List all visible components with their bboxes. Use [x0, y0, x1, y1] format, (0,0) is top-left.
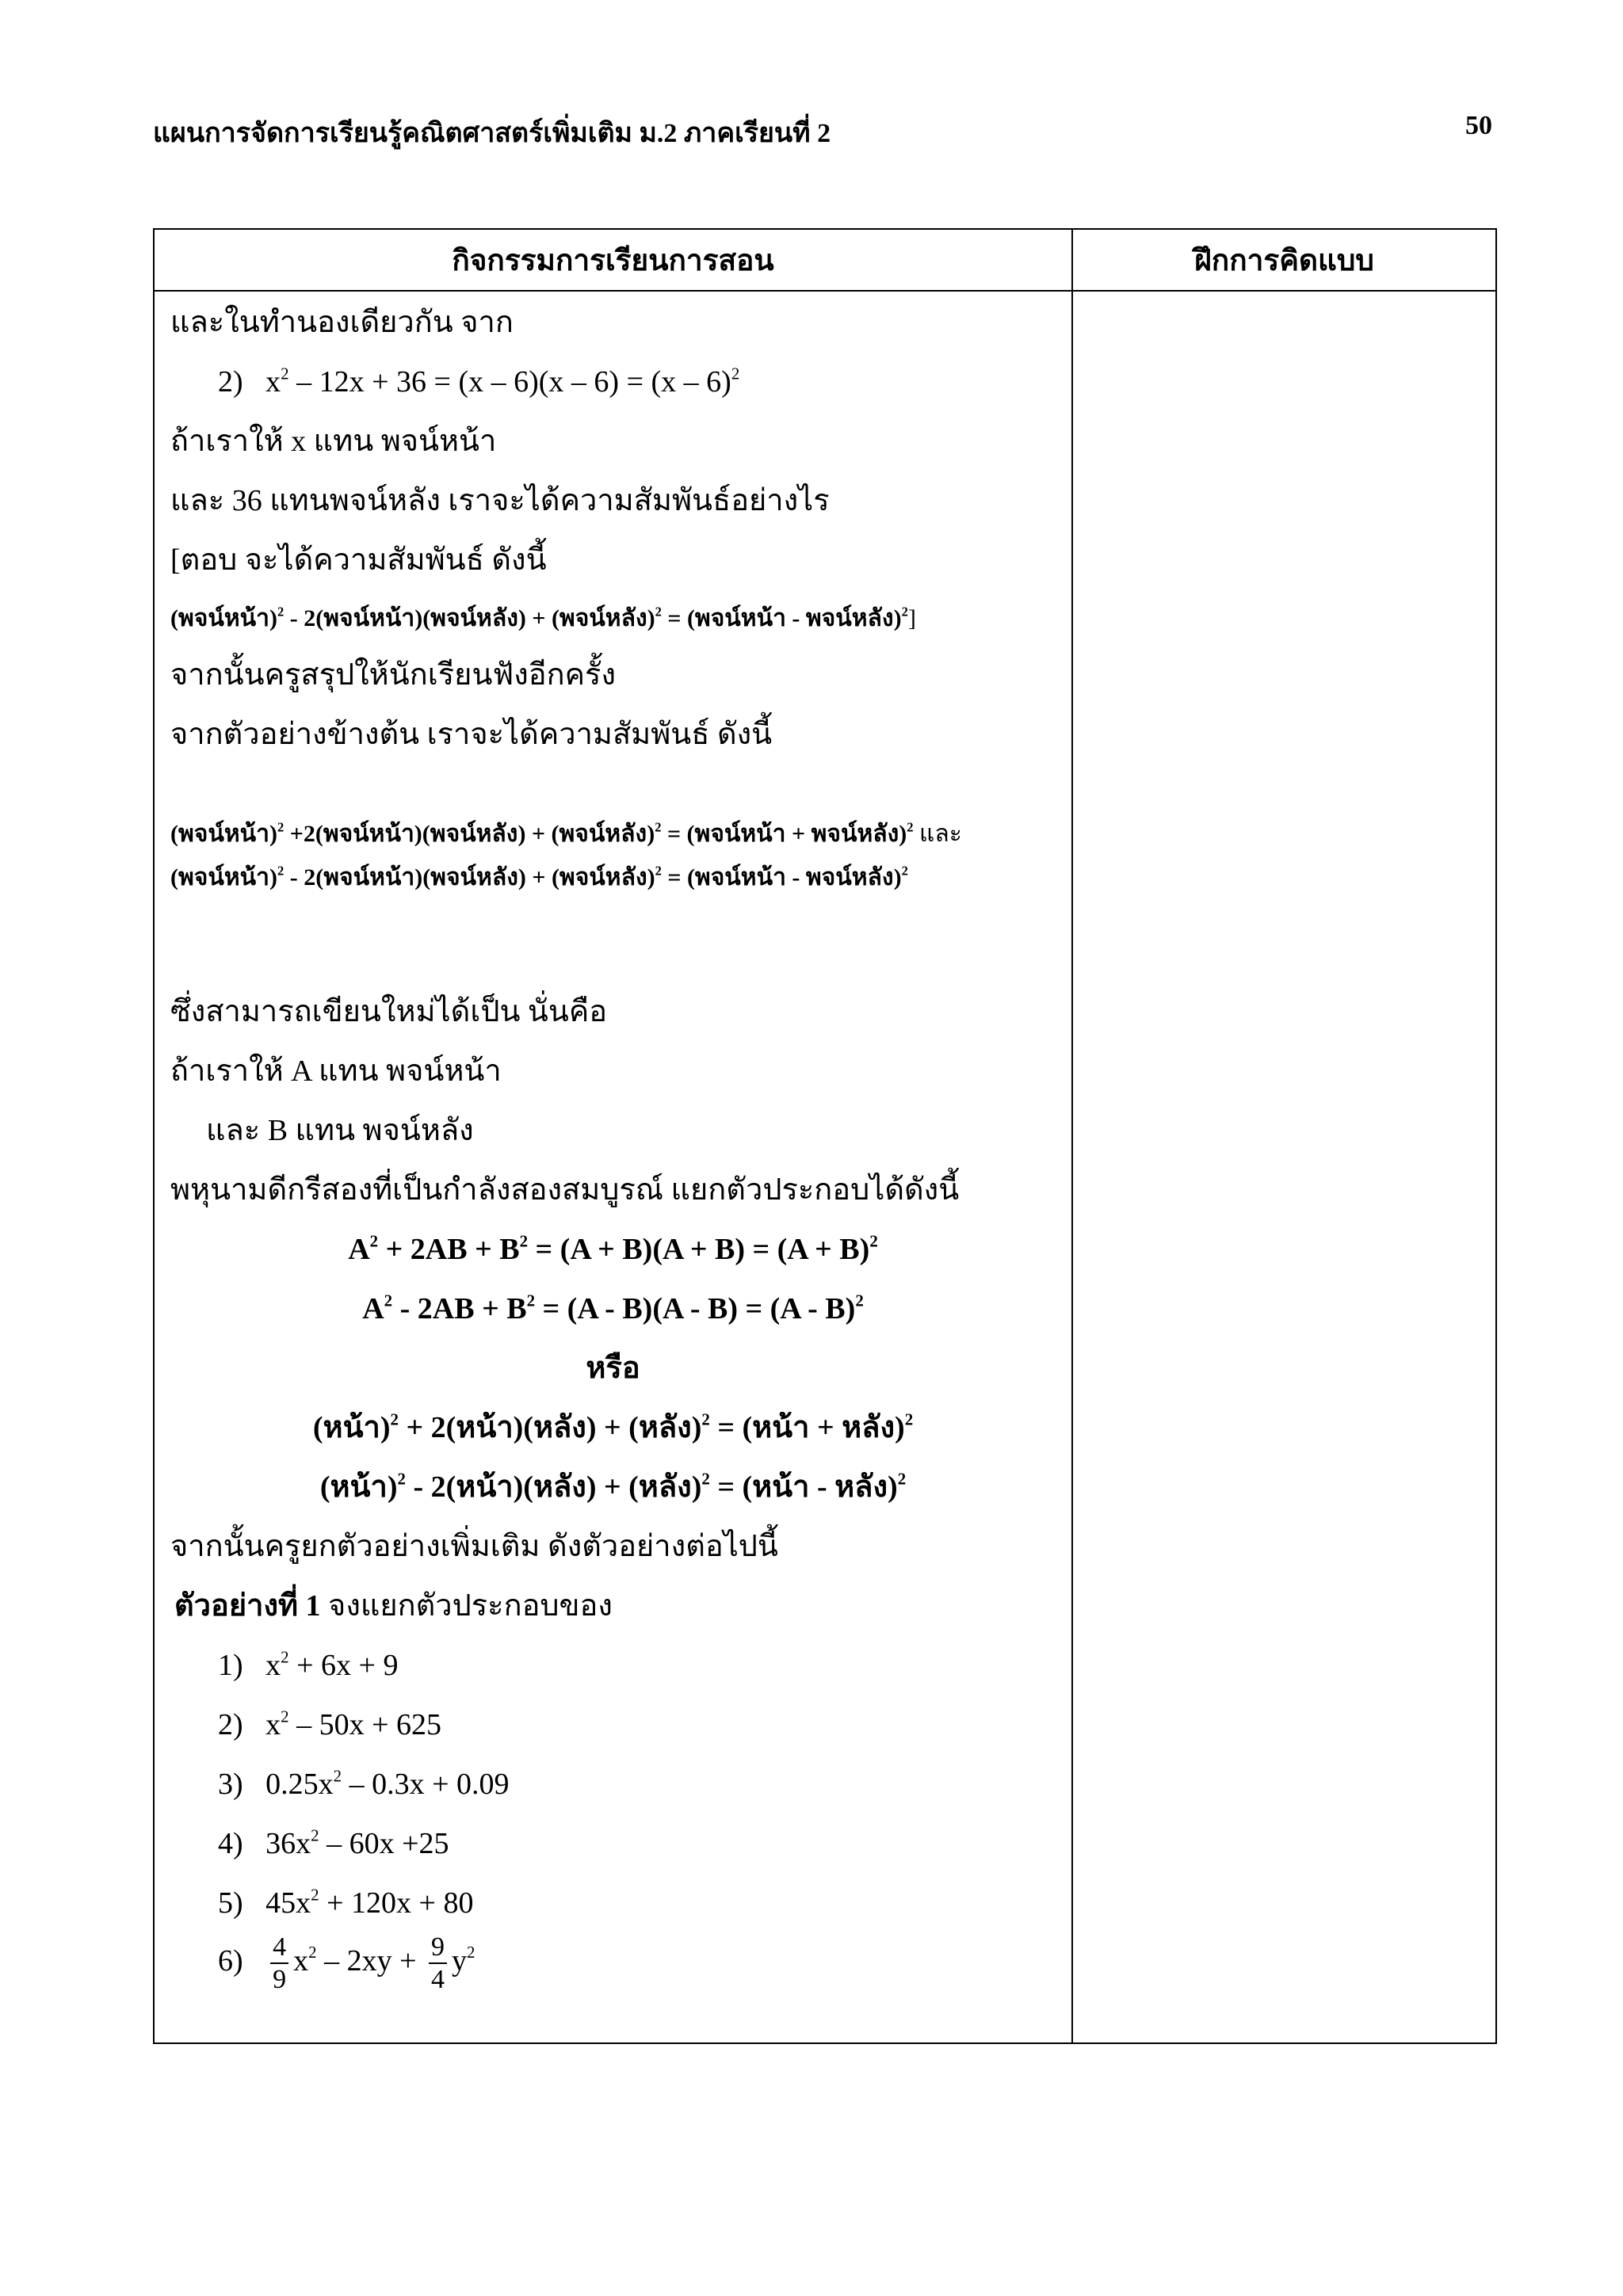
exponent: 2 — [731, 364, 740, 383]
exercise-item — [218, 1766, 510, 1801]
term: = (พจน์หน้า - พจน์หลัง) — [661, 864, 902, 891]
activities-cell — [154, 291, 1072, 2043]
relation-formula-minus — [170, 863, 908, 891]
exponent: 2 — [901, 604, 908, 620]
term: A — [348, 1233, 370, 1266]
term: y — [452, 1943, 468, 1978]
exponent: 2 — [390, 1409, 399, 1429]
exponent: 2 — [369, 1231, 379, 1251]
exercise-item — [218, 1825, 449, 1860]
term: 0.25x — [265, 1768, 334, 1801]
term: + 120x + 80 — [319, 1886, 474, 1920]
item-label: 3) — [218, 1768, 243, 1801]
exponent: 2 — [277, 604, 285, 620]
exponent: 2 — [311, 1885, 319, 1905]
exponent: 2 — [901, 863, 908, 879]
term: – 12x + 36 = (x – 6)(x – 6) = (x – 6) — [288, 365, 731, 399]
text-line: ถ้าเราให้ x แทน พจน์หน้า — [170, 425, 497, 458]
term: = (พจน์หน้า + พจน์หลัง) — [661, 821, 907, 847]
item-label: 5) — [218, 1886, 243, 1920]
text-line: และในทำนองเดียวกัน จาก — [170, 306, 514, 339]
table-header-row — [154, 229, 1496, 291]
exponent: 2 — [855, 1291, 864, 1310]
example-2-equation — [218, 364, 740, 399]
lesson-plan-table — [153, 228, 1497, 2044]
exponent: 2 — [904, 1409, 914, 1429]
item-label: 1) — [218, 1649, 243, 1682]
thinking-practice-cell — [1072, 291, 1496, 2043]
term: 36x — [265, 1827, 311, 1860]
term: (หน้า) — [319, 1470, 398, 1504]
text-line: ซึ่งสามารถเขียนใหม่ได้เป็น นั่นคือ — [170, 995, 608, 1028]
term: = (หน้า + หลัง) — [709, 1411, 905, 1444]
example-title-rest: จงแยกตัวประกอบของ — [320, 1589, 613, 1623]
table-body-row — [154, 291, 1496, 2043]
term: (หน้า) — [312, 1411, 391, 1444]
numerator: 9 — [429, 1932, 447, 1964]
fraction — [429, 1932, 447, 1995]
term: – 2xy + — [316, 1943, 425, 1978]
text-line: จากนั้นครูสรุปให้นักเรียนฟังอีกครั้ง — [170, 658, 617, 692]
exponent: 2 — [519, 1231, 529, 1251]
exponent: 2 — [701, 1409, 710, 1429]
term: x — [265, 1649, 281, 1682]
term: +2(พจน์หน้า)(พจน์หลัง) + (พจน์หลัง) — [284, 821, 655, 847]
exponent: 2 — [281, 1707, 289, 1726]
bracket: ] — [907, 605, 916, 631]
exponent: 2 — [277, 819, 285, 835]
identity-a-plus-b — [155, 1231, 1071, 1266]
term: – 0.3x + 0.09 — [342, 1768, 510, 1801]
denominator: 4 — [431, 1965, 445, 1995]
term: x — [265, 1708, 281, 1741]
page-number: 50 — [1465, 111, 1492, 140]
term: 45x — [265, 1886, 311, 1920]
exponent: 2 — [281, 1647, 289, 1667]
term: (พจน์หน้า) — [170, 821, 277, 847]
text-line: จากตัวอย่างข้างต้น เราจะได้ความสัมพันธ์ ดังนี้ — [170, 718, 773, 751]
item-label: 6) — [218, 1943, 243, 1978]
or-label: หรือ — [586, 1352, 640, 1385]
exercise-item — [218, 1707, 442, 1741]
relation-formula — [170, 604, 916, 631]
item-label: 4) — [218, 1827, 243, 1860]
exponent: 2 — [897, 1469, 907, 1489]
column-header-activities: กิจกรรมการเรียนการสอน — [154, 229, 1072, 291]
exponent: 2 — [277, 863, 285, 879]
item-label: 2) — [218, 1708, 243, 1741]
term: - 2(พจน์หน้า)(พจน์หลัง) + (พจน์หลัง) — [284, 864, 655, 891]
exponent: 2 — [384, 1291, 393, 1310]
column-header-thinking-practice: ฝึกการคิดแบบ — [1072, 229, 1496, 291]
identity-a-minus-b — [155, 1291, 1071, 1325]
term: + 2AB + B — [378, 1233, 520, 1266]
term: + 2(หน้า)(หลัง) + (หลัง) — [398, 1411, 702, 1444]
conjunction: และ — [913, 821, 962, 847]
exponent: 2 — [333, 1766, 342, 1786]
term: (พจน์หน้า) — [170, 864, 277, 891]
exponent: 2 — [311, 1825, 319, 1845]
term: = (หน้า - หลัง) — [709, 1470, 898, 1504]
term: (พจน์หน้า) — [170, 605, 277, 631]
text-line: ถ้าเราให้ A แทน พจน์หน้า — [170, 1055, 502, 1088]
exponent: 2 — [701, 1469, 710, 1489]
term: + 6x + 9 — [288, 1649, 399, 1682]
text-line: จากนั้นครูยกตัวอย่างเพิ่มเติม ดังตัวอย่างต่อไปนี้ — [170, 1530, 778, 1563]
exponent: 2 — [397, 1469, 406, 1489]
exponent: 2 — [655, 863, 662, 879]
text-line: และ 36 แทนพจน์หลัง เราจะได้ความสัมพันธ์อย่างไร — [170, 484, 830, 517]
term: = (A - B)(A - B) = (A - B) — [535, 1292, 856, 1325]
exponent: 2 — [655, 604, 662, 620]
term: - 2(หน้า)(หลัง) + (หลัง) — [405, 1470, 702, 1504]
exponent: 2 — [526, 1291, 536, 1310]
term: = (A + B)(A + B) = (A + B) — [528, 1233, 870, 1266]
exponent: 2 — [308, 1943, 317, 1962]
term: x — [293, 1943, 309, 1978]
text-line: [ตอบ จะได้ความสัมพันธ์ ดังนี้ — [170, 543, 547, 577]
example-title-bold: ตัวอย่างที่ 1 — [174, 1589, 321, 1623]
term: - 2AB + B — [392, 1292, 527, 1325]
exponent: 2 — [467, 1943, 475, 1962]
example-title — [174, 1591, 613, 1621]
exponent: 2 — [655, 819, 662, 835]
identity-front-minus-back — [155, 1469, 1071, 1504]
term: x — [265, 365, 281, 399]
fraction — [270, 1932, 288, 1995]
text-line: พหุนามดีกรีสองที่เป็นกำลังสองสมบูรณ์ แยกตัวประกอบได้ดังนี้ — [170, 1173, 960, 1207]
term: = (พจน์หน้า - พจน์หลัง) — [661, 605, 902, 631]
exponent: 2 — [907, 819, 914, 835]
text-line: และ B แทน พจน์หลัง — [206, 1114, 474, 1147]
numerator: 4 — [270, 1932, 288, 1964]
page-header-title: แผนการจัดการเรียนรู้คณิตศาสตร์เพิ่มเติม ม.2 ภาคเรียนที่ 2 — [153, 119, 831, 148]
exercise-item — [218, 1885, 474, 1920]
exercise-item — [218, 1647, 399, 1682]
relation-formula-plus — [170, 819, 962, 847]
exponent: 2 — [869, 1231, 878, 1251]
denominator: 9 — [273, 1965, 287, 1995]
exponent: 2 — [281, 364, 289, 383]
term: – 60x +25 — [319, 1827, 449, 1860]
term: – 50x + 625 — [288, 1708, 442, 1741]
item-label: 2) — [218, 365, 243, 399]
identity-front-plus-back — [155, 1409, 1071, 1444]
exercise-item-fraction — [218, 1932, 475, 1995]
term: - 2(พจน์หน้า)(พจน์หลัง) + (พจน์หลัง) — [284, 605, 655, 631]
term: A — [362, 1292, 384, 1325]
